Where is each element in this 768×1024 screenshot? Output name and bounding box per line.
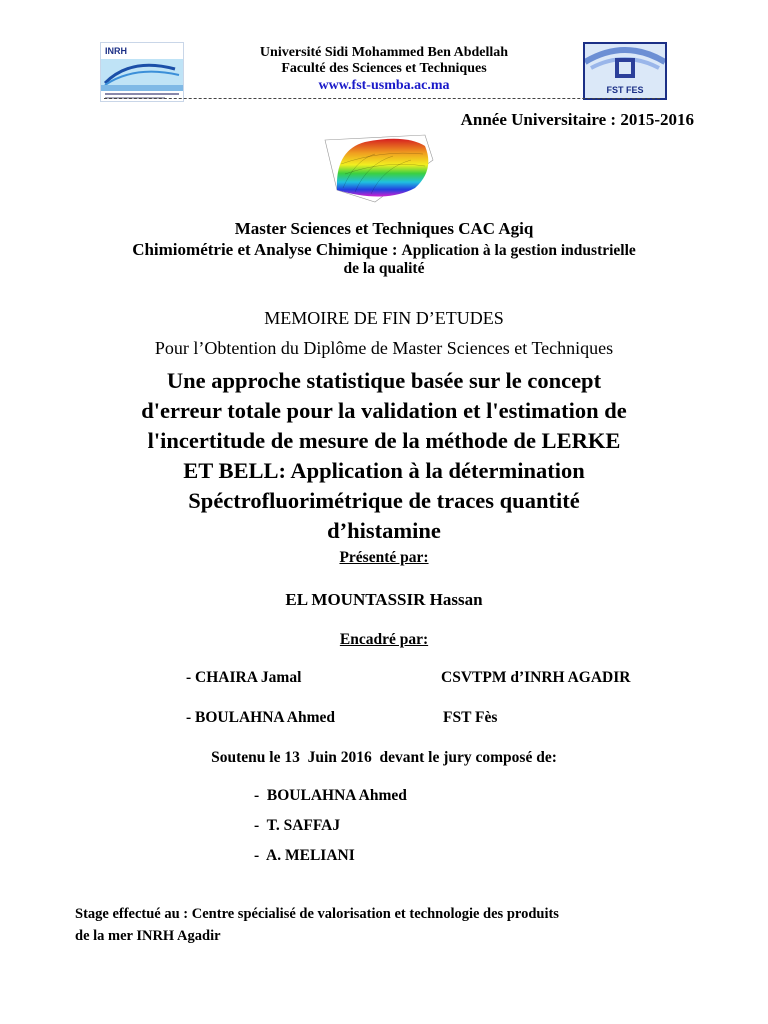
thesis-title-line-2: d'erreur totale pour la validation et l'estimation de bbox=[141, 398, 627, 423]
supervisor-1-affiliation: CSVTPM d’INRH AGADIR bbox=[441, 669, 631, 686]
thesis-title-line-1: Une approche statistique basée sur le concept bbox=[166, 368, 602, 393]
thesis-title-line-3: l'incertitude de mesure de la méthode de LERKE bbox=[147, 428, 621, 453]
academic-year: Année Universitaire : 2015-2016 bbox=[460, 110, 694, 129]
jury-member-1: - BOULAHNA Ahmed bbox=[254, 787, 407, 804]
university-name: Université Sidi Mohammed Ben Abdellah bbox=[259, 45, 509, 60]
thesis-title-line-5: Spéctrofluorimétrique de traces quantité bbox=[188, 488, 580, 513]
inrh-logo-text: INRH bbox=[105, 46, 127, 56]
surface-plot-image bbox=[315, 130, 445, 210]
memoire-type: MEMOIRE DE FIN D’ETUDES bbox=[264, 308, 504, 328]
supervised-by-label: Encadré par: bbox=[339, 631, 429, 648]
faculty-name: Faculté des Sciences et Techniques bbox=[281, 61, 487, 76]
thesis-title-line-6: d’histamine bbox=[327, 518, 441, 543]
jury-member-2: - T. SAFFAJ bbox=[254, 817, 341, 834]
specialty-line bbox=[0, 240, 768, 260]
jury-member-3: - A. MELIANI bbox=[254, 847, 355, 864]
internship-line-1: Stage effectué au : Centre spécialisé de valorisation et technologie des produits bbox=[75, 906, 559, 922]
fst-logo-text: FST FES bbox=[606, 85, 644, 95]
defense-statement: Soutenu le 13 Juin 2016 devant le jury composé de: bbox=[211, 749, 557, 766]
header-divider bbox=[104, 98, 660, 99]
presented-by-label: Présenté par: bbox=[339, 549, 429, 566]
supervisor-2-name: - BOULAHNA Ahmed bbox=[186, 709, 335, 726]
author-name: EL MOUNTASSIR Hassan bbox=[285, 590, 483, 609]
supervisor-1-name: - CHAIRA Jamal bbox=[186, 669, 302, 686]
memoire-purpose: Pour l’Obtention du Diplôme de Master Sciences et Techniques bbox=[154, 338, 614, 358]
specialty-detail: Application à la gestion industrielle bbox=[401, 242, 636, 259]
thesis-title-line-4: ET BELL: Application à la détermination bbox=[183, 458, 585, 483]
master-program: Master Sciences et Techniques CAC Agiq bbox=[234, 219, 534, 238]
specialty-detail-continued: de la qualité bbox=[343, 260, 425, 277]
internship-line-2: de la mer INRH Agadir bbox=[75, 928, 221, 944]
university-website-link[interactable]: www.fst-usmba.ac.ma bbox=[318, 78, 450, 93]
specialty-label: Chimiométrie et Analyse Chimique : bbox=[132, 240, 398, 259]
supervisor-2-affiliation: FST Fès bbox=[443, 709, 498, 726]
